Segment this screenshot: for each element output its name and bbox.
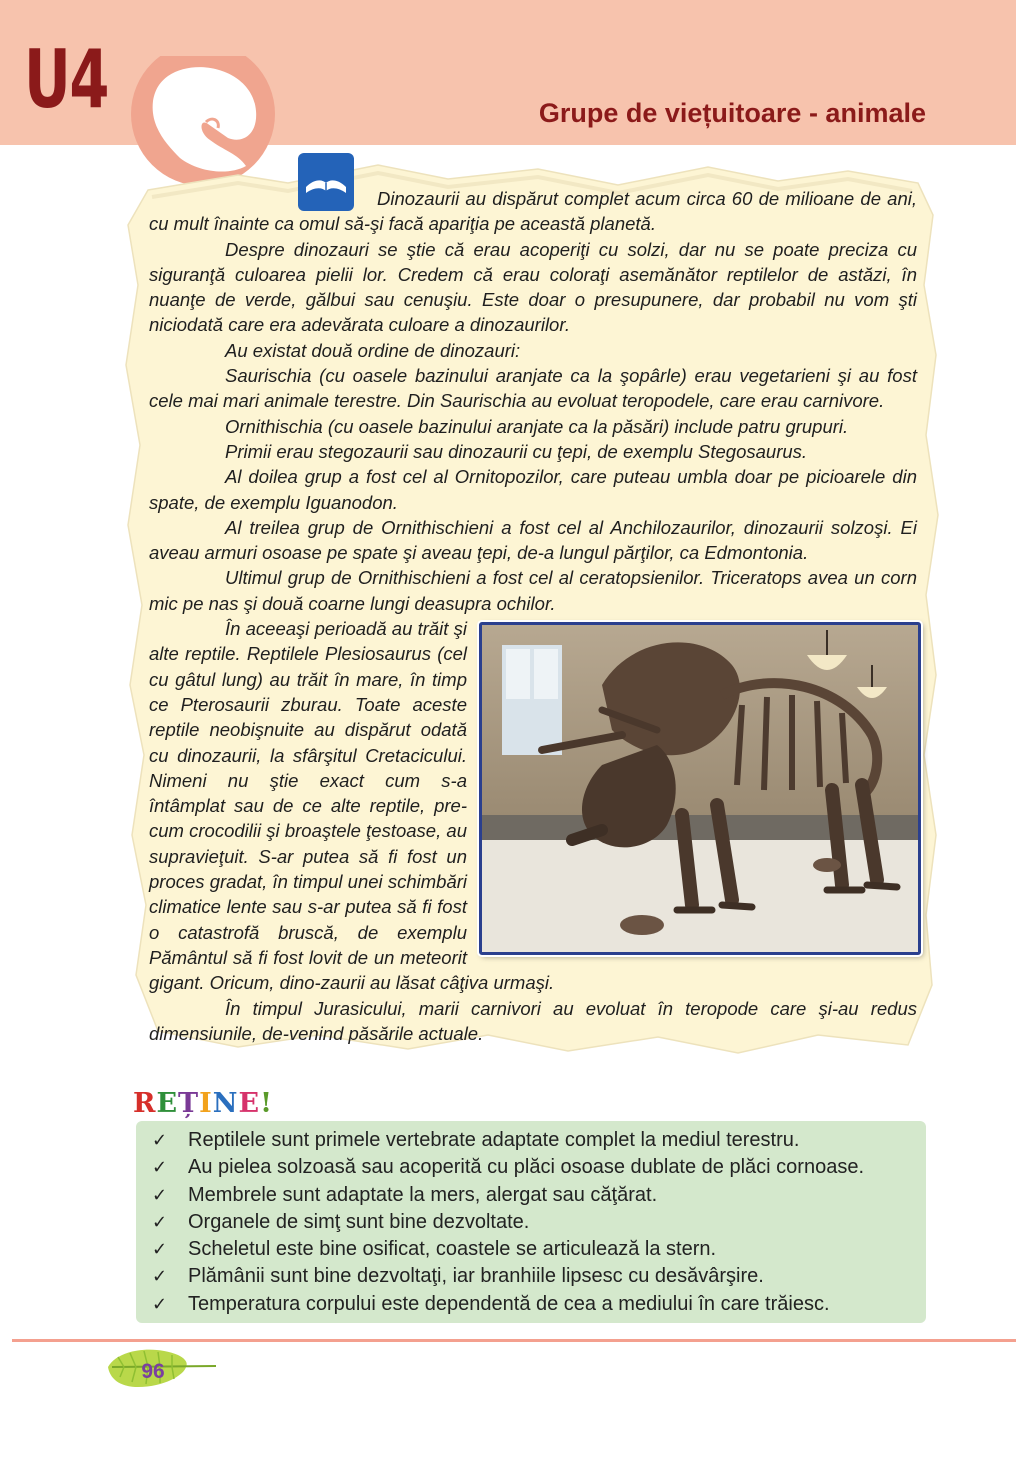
paragraph: Dinozaurii au dispărut complet acum circa 60 de milioane de ani, cu mult înainte ca omul să-şi facă apariţia pe această planetă. <box>149 188 917 235</box>
remember-title <box>133 1088 273 1119</box>
paragraph: Primii erau stegozaurii sau dinozaurii cu ţepi, de exemplu Stegosaurus. <box>225 440 808 462</box>
footer-rule <box>12 1339 1016 1342</box>
paragraph: Despre dinozauri se ştie că erau acoperiţi cu solzi, dar nu se poate preciza cu siguranţă culoarea pielii lor. Credem că erau coloraţi asemănător reptilelor de astăzi, în nuanţe de verde, gălbui sau cenuşiu. Este doar o presupunere, dar probabil nu vom şti niciodată care era adevărata culoare a dinozaurilor. <box>149 238 917 336</box>
title-letter: R <box>133 1088 157 1119</box>
checkmark-icon: ✓ <box>152 1130 168 1151</box>
paragraph: Saurischia (cu oasele bazinului aranjate ca la şopârle) erau vegetarieni şi au fost cele mai mari animale terestre. Din Saurischia au evoluat teropodele, care erau carnivore. <box>149 365 917 412</box>
list-item <box>152 1182 926 1209</box>
paragraph: În timpul Jurasicului, marii carnivori au evoluat în teropode care şi-au redus dimensiunile, de-venind păsările actuale. <box>149 997 917 1044</box>
list-item-text: Membrele sunt adaptate la mers, alergat sau căţărat. <box>188 1183 658 1206</box>
title-letter: E <box>156 1088 179 1119</box>
list-item-text: Au pielea solzoasă sau acoperită cu plăci osoase dublate de plăci cornoase. <box>188 1156 864 1179</box>
page-number: 96 <box>141 1360 165 1383</box>
paragraph: Ultimul grup de Ornithischieni a fost cel al ceratopsienilor. Triceratops avea un corn mic pe nas şi două coarne lungi deasupra ochilor. <box>149 567 917 614</box>
remember-list <box>136 1121 926 1318</box>
paragraph: Al treilea grup de Ornithischieni a fost cel al Anchilozaurilor, dinozaurii solzoşi. Ei aveau armuri osoase pe spate şi aveau ţepi, de-a lungul părţilor, ca Edmontonia. <box>149 516 917 564</box>
list-item-text: Scheletul este bine osificat, coastele se articulează la stern. <box>188 1238 717 1261</box>
paragraph: Ornithischia (cu oasele bazinului aranjate ca la păsări) include patru grupuri. <box>225 415 849 437</box>
title-letter: I <box>199 1088 213 1119</box>
list-item <box>152 1236 926 1263</box>
checkmark-icon: ✓ <box>152 1184 168 1206</box>
list-item-text: Organele de simţ sunt bine dezvoltate. <box>188 1210 530 1233</box>
checkmark-icon: ✓ <box>152 1239 168 1261</box>
title-letter: ! <box>260 1088 273 1119</box>
list-item <box>152 1209 926 1236</box>
title-letter: E <box>238 1088 261 1119</box>
paragraph: În aceeaşi perioadă au trăit şi alte reptile. Reptilele Plesiosaurus (cel cu gâtul lung) au trăit în mare, în timp ce Pterosaurii zburau. Toate aceste reptile neobişnuite au dispărut odată cu dinozaurii, la sfârşitul Cretacicului. Nimeni nu ştie exact cum s-a întâmplat sau de ce alte reptile, pre-cum crocodilii şi broaştele ţestoase, au supravieţuit. S-ar putea să fi fost un proces gradat, în timpul unei schimbări climatice lente sau s-ar putea să fi fost o catastrofă bruscă, de exemplu Pământul să fi fost lovit de un meteorit gigant. Oricum, dino-zaurii au lăsat câţiva urmaşi. <box>149 618 555 994</box>
list-item-text: Temperatura corpului este dependentă de cea a mediului în care trăiesc. <box>188 1292 830 1315</box>
checkmark-icon: ✓ <box>152 1266 168 1288</box>
list-item-text: Reptilele sunt primele vertebrate adaptate complet la mediul terestru. <box>188 1129 800 1151</box>
triceratops-skeleton-photo <box>479 622 921 955</box>
paragraph: Al doilea grup a fost cel al Ornitopozilor, care puteau umbla doar pe picioarele din spate, de exemplu Iguanodon. <box>149 466 917 513</box>
chapter-title: Grupe de viețuitoare - animale <box>538 98 926 128</box>
unit-code: U4 <box>24 33 108 126</box>
paragraph: Au existat două ordine de dinozauri: <box>225 339 521 361</box>
checkmark-icon: ✓ <box>152 1293 168 1315</box>
list-item-text: Plămânii sunt bine dezvoltaţi, iar branhiile lipsesc cu desăvârşire. <box>188 1265 764 1288</box>
title-letter: N <box>212 1088 239 1119</box>
reading-text <box>149 186 917 1046</box>
list-item <box>152 1263 926 1290</box>
remember-box <box>136 1121 926 1323</box>
list-item <box>152 1127 926 1154</box>
list-item <box>152 1291 926 1318</box>
list-item <box>152 1154 926 1181</box>
title-letter: Ț <box>178 1088 200 1119</box>
checkmark-icon: ✓ <box>152 1211 168 1233</box>
checkmark-icon: ✓ <box>152 1157 168 1179</box>
